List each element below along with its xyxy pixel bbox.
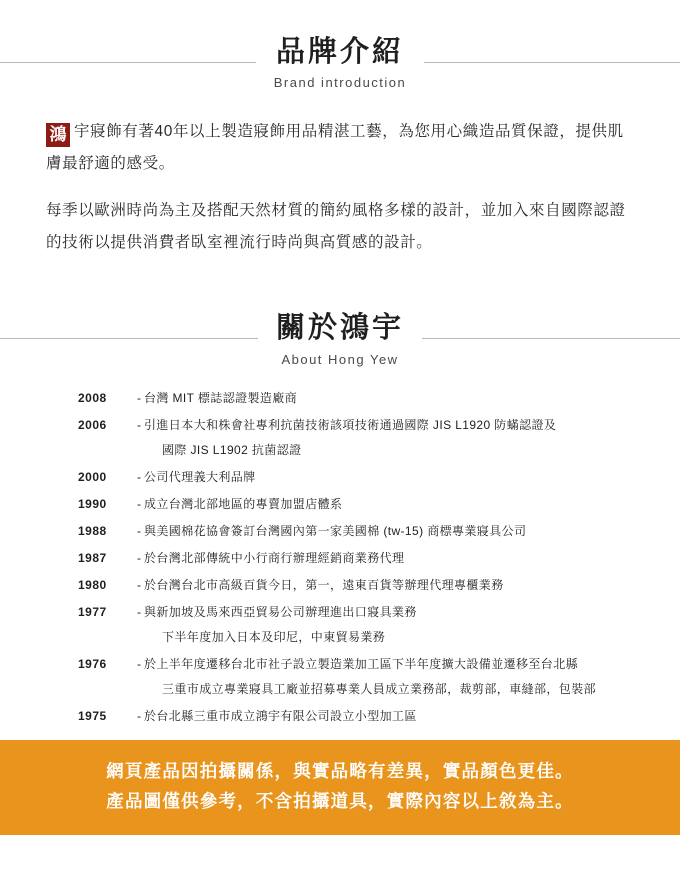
timeline-dash: -	[137, 577, 141, 592]
mid-spacer	[0, 274, 680, 310]
timeline-dash: -	[137, 656, 141, 671]
disclaimer-line-2: 產品圖僅供參考，不含拍攝道具，實際內容以上敘為主。	[106, 791, 574, 812]
timeline-text: 與新加坡及馬來西亞貿易公司辦理進出口寢具業務	[144, 604, 417, 619]
timeline-subtext: 三重市成立專業寢具工廠並招募專業人員成立業務部，裁剪部，車縫部，包裝部	[162, 681, 597, 696]
timeline-dash: -	[137, 469, 141, 484]
timeline-year: 1975	[78, 708, 107, 723]
hong-logo-mark: 鴻	[46, 123, 70, 147]
timeline-text-group	[144, 655, 620, 698]
timeline-row	[78, 576, 620, 594]
timeline-year: 1980	[78, 577, 107, 592]
disclaimer-line-1: 網頁產品因拍攝關係，與實品略有差異，實品顏色更佳。	[106, 760, 574, 781]
timeline-row	[78, 603, 620, 646]
brand-paragraph-1-text: 宇寢飾有著40年以上製造寢飾用品精湛工藝，為您用心織造品質保證，提供肌膚最舒適的感受。	[46, 123, 624, 173]
timeline-row	[78, 389, 620, 407]
timeline-dash: -	[137, 390, 141, 405]
timeline-row	[78, 549, 620, 567]
timeline-dash: -	[137, 496, 141, 511]
timeline-row	[78, 468, 620, 486]
brand-title-cn: 品牌介紹	[276, 36, 405, 68]
timeline-subtext: 下半年度加入日本及印尼，中東貿易業務	[162, 629, 386, 644]
brand-paragraph-1	[46, 116, 634, 180]
timeline-year: 1988	[78, 523, 107, 538]
timeline-text: 於台北縣三重市成立鴻宇有限公司設立小型加工區	[144, 708, 417, 723]
timeline-text: 成立台灣北部地區的專賣加盟店體系	[144, 496, 343, 511]
about-title-cn: 關於鴻宇	[276, 312, 405, 345]
timeline-year: 1990	[78, 496, 107, 511]
timeline-row	[78, 416, 620, 459]
disclaimer-banner	[0, 740, 680, 835]
brand-heading-text	[256, 34, 425, 90]
timeline-dash: -	[137, 523, 141, 538]
history-timeline	[78, 389, 620, 725]
timeline-text: 於台灣北部傳統中小行商行辦理經銷商業務代理	[144, 550, 405, 565]
timeline-dash: -	[137, 708, 141, 723]
timeline-year: 1987	[78, 550, 107, 565]
timeline-row	[78, 522, 620, 540]
timeline-text-group	[144, 416, 620, 459]
timeline-year: 1977	[78, 604, 107, 619]
about-rule-right	[422, 338, 680, 339]
about-title-en: About Hong Yew	[281, 351, 399, 367]
brand-section-heading	[0, 34, 680, 90]
timeline-text: 於台灣台北市高級百貨今日，第一，遠東百貨等辦理代理專櫃業務	[144, 577, 504, 592]
timeline-dash: -	[137, 604, 141, 619]
timeline-subtext: 國際 JIS L1902 抗菌認證	[162, 442, 302, 457]
top-spacer	[0, 0, 680, 34]
timeline-year: 2006	[78, 417, 107, 432]
brand-title-en: Brand introduction	[273, 75, 407, 91]
timeline-dash: -	[137, 550, 141, 565]
timeline-row	[78, 707, 620, 725]
about-section-heading	[0, 310, 680, 366]
timeline-text: 公司代理義大利品牌	[144, 469, 256, 484]
heading-rule-right	[424, 62, 680, 63]
timeline-dash: -	[137, 417, 141, 432]
timeline-year: 1976	[78, 656, 107, 671]
timeline-row	[78, 495, 620, 513]
brand-paragraph-2: 每季以歐洲時尚為主及搭配天然材質的簡約風格多樣的設計，並加入來自國際認證的技術以提供消費者臥室裡流行時尚與高質感的設計。	[46, 202, 626, 252]
timeline-year: 2000	[78, 469, 107, 484]
about-rule-left	[0, 338, 258, 339]
brand-intro-body	[46, 116, 634, 259]
timeline-text-group	[144, 603, 620, 646]
heading-rule-left	[0, 62, 256, 63]
timeline-year: 2008	[78, 390, 107, 405]
timeline-text: 於上半年度遷移台北市社子設立製造業加工區下半年度擴大設備並遷移至台北縣	[144, 656, 579, 671]
timeline-text: 台灣 MIT 標誌認證製造廠商	[144, 390, 298, 405]
timeline-text: 引進日本大和株會社專利抗菌技術該項技術通過國際 JIS L1920 防蟎認證及	[144, 417, 557, 432]
about-heading-text	[258, 310, 422, 366]
timeline-text: 與美國棉花協會簽訂台灣國內第一家美國棉 (tw-15) 商標專業寢具公司	[144, 523, 527, 538]
timeline-row	[78, 655, 620, 698]
